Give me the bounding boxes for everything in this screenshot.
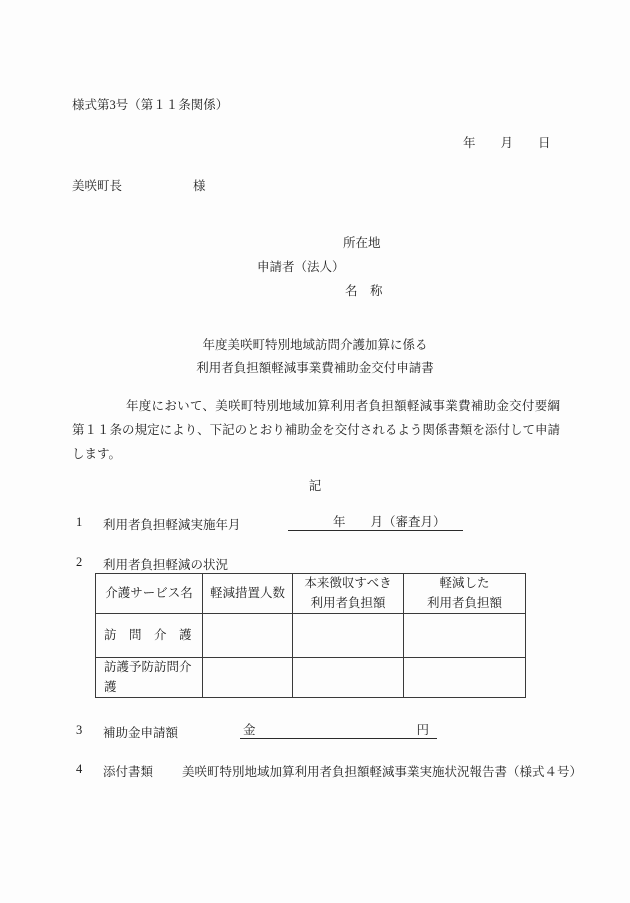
item3-amount-field [240, 721, 437, 739]
table-cell-original-homecare [293, 614, 404, 658]
item3-label: 補助金申請額 [103, 726, 179, 740]
body-paragraph: 年度において、美咲町特別地域加算利用者負担額軽減事業費補助金交付要綱第１１条の規定により、下記のとおり補助金を交付されるよう関係書類を添付して申請します。 [72, 399, 560, 461]
item4-label: 添付書類 [103, 765, 154, 779]
item1-number: 1 [76, 515, 83, 529]
table-cell-original-preventive [293, 658, 404, 698]
item4-attachment-value: 美咲町特別地域加算利用者負担額軽減事業実施状況報告書（様式４号） [182, 765, 583, 779]
item3-amount-prefix: 金 [243, 723, 256, 737]
table-row [96, 614, 526, 658]
item1-field-text: 年 月（審査月） [333, 515, 446, 529]
item3-number: 3 [76, 723, 83, 737]
table-header-reduced-amount: 軽減した 利用者負担額 [404, 574, 526, 614]
item3-amount-suffix: 円 [416, 723, 429, 737]
applicant-label: 申請者（法人） [257, 260, 345, 274]
applicant-name-label: 名 称 [345, 284, 383, 298]
addressee-honorific: 様 [193, 179, 206, 193]
item2-label: 利用者負担軽減の状況 [103, 558, 229, 572]
table-row [96, 658, 526, 698]
item1-label: 利用者負担軽減実施年月 [103, 518, 241, 532]
item1-blank-field [288, 513, 463, 531]
document-title-line2: 利用者負担額軽減事業費補助金交付申請書 [196, 361, 434, 375]
table-header-original-amount: 本来徴収すべき 利用者負担額 [293, 574, 404, 614]
table-cell-people-homecare [203, 614, 293, 658]
applicant-address-label: 所在地 [343, 236, 381, 250]
document-title-line1: 年度美咲町特別地域訪問介護加算に係る [202, 338, 428, 352]
table-cell-service-preventive: 訪護予防訪問介護 [96, 658, 203, 698]
date-line: 年 月 日 [463, 136, 551, 150]
addressee-name: 美咲町長 [72, 179, 123, 193]
form-number: 様式第3号（第１１条関係） [72, 98, 229, 112]
record-marker: 記 [308, 479, 322, 493]
reduction-status-table [95, 573, 526, 698]
item4-number: 4 [76, 762, 83, 776]
table-cell-service-homecare: 訪 問 介 護 [96, 614, 203, 658]
table-cell-people-preventive [203, 658, 293, 698]
item2-number: 2 [76, 555, 83, 569]
table-cell-reduced-preventive [404, 658, 526, 698]
table-header-service: 介護サービス名 [96, 574, 203, 614]
table-cell-reduced-homecare [404, 614, 526, 658]
table-header-people: 軽減措置人数 [203, 574, 293, 614]
